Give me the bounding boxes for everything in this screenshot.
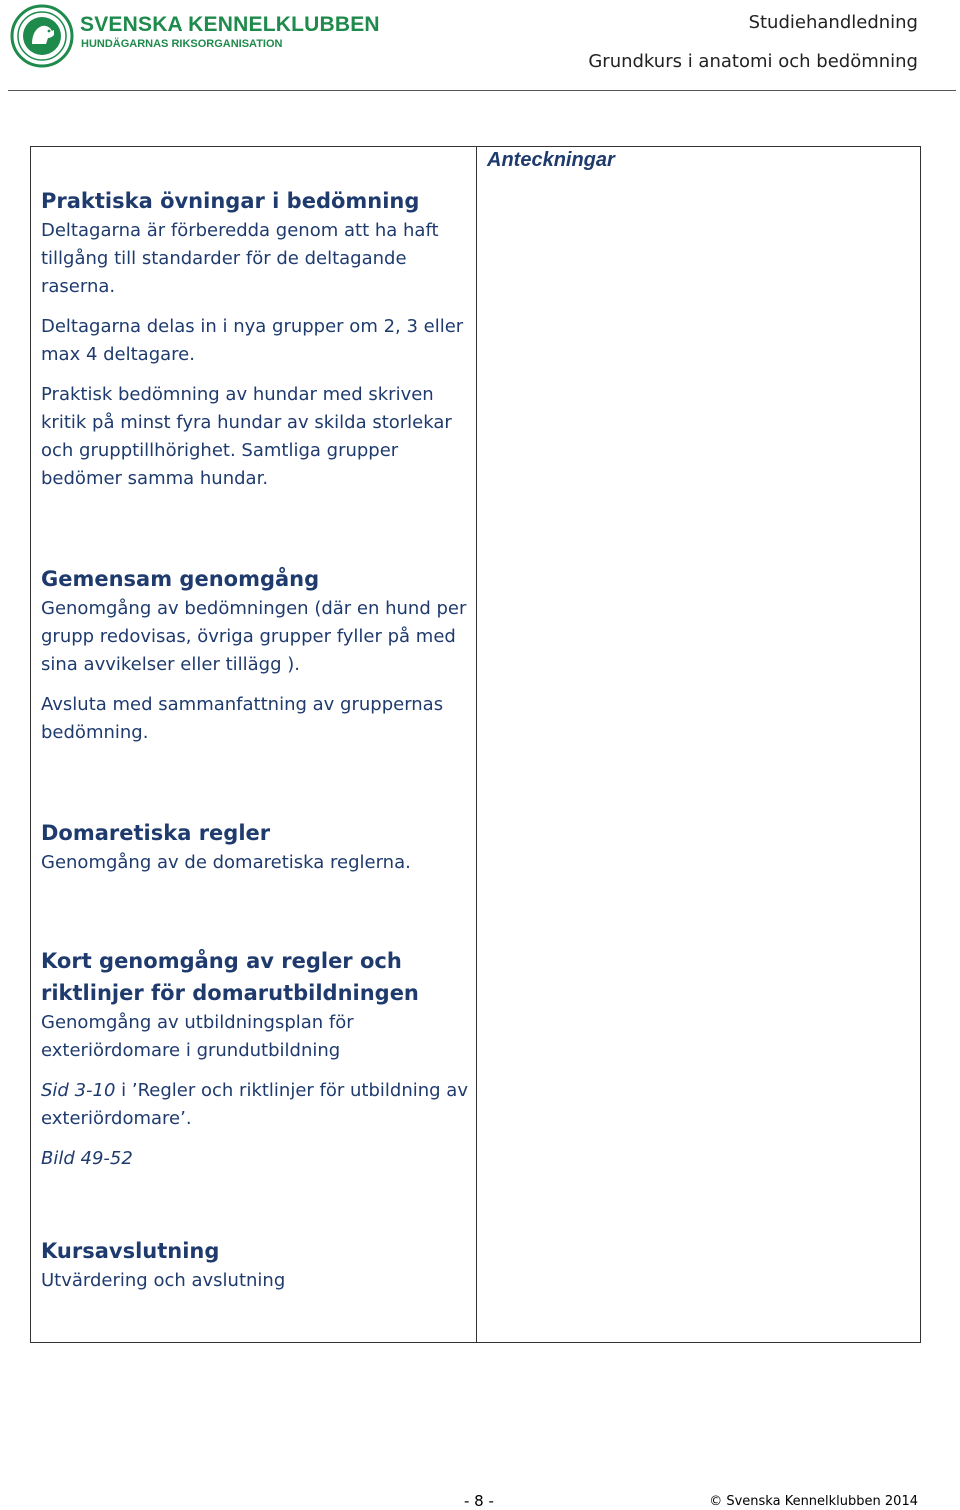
kennel-club-logo-icon [10,4,74,68]
section-course-closing [41,1235,469,1295]
section-paragraph: Praktisk bedömning av hundar med skriven kritik på minst fyra hundar av skilda storlekar och grupptillhörighet. Samtliga grupper bedömer samma hundar. [41,384,452,489]
reference-text: i ’Regler och riktlinjer för utbildning av exteriördomare’. [41,1080,468,1129]
section-paragraph: Deltagarna delas in i nya grupper om 2, 3 eller max 4 deltagare. [41,316,464,365]
section-practical-exercises [41,185,469,493]
header-divider [8,90,956,91]
section-heading: Praktiska övningar i bedömning [41,189,420,213]
document-title: Studiehandledning [748,12,918,33]
notes-heading: Anteckningar [487,149,615,171]
org-name: SVENSKA KENNELKLUBBEN [80,13,380,36]
column-divider [476,147,477,1342]
page-header [0,0,960,95]
notes-column [487,149,907,172]
section-heading: Gemensam genomgång [41,567,320,591]
section-paragraph: Genomgång av utbildningsplan för exteriördomare i grundutbildning [41,1012,354,1061]
document-subtitle: Grundkurs i anatomi och bedömning [588,51,918,72]
section-paragraph: Genomgång av bedömningen (där en hund per grupp redovisas, övriga grupper fyller på med sina avvikelser eller tillägg ). [41,598,467,675]
image-reference: Bild 49-52 [41,1148,133,1169]
section-heading: Domaretiska regler [41,821,271,845]
section-paragraph: Deltagarna är förberedda genom att ha haft tillgång till standarder för de deltagande raserna. [41,220,439,297]
course-content-column [41,185,469,1295]
page-reference: Sid 3-10 [41,1080,116,1101]
section-rules-guidelines [41,945,469,1173]
section-paragraph: Utvärdering och avslutning [41,1270,286,1291]
org-tagline: HUNDÄGARNAS RIKSORGANISATION [81,38,283,50]
section-judge-ethics [41,817,469,877]
section-heading: Kursavslutning [41,1239,220,1263]
section-paragraph: Avsluta med sammanfattning av gruppernas bedömning. [41,694,444,743]
section-reference [41,1077,469,1133]
section-joint-review [41,563,469,747]
copyright-notice: © Svenska Kennelklubben 2014 [709,1494,918,1509]
section-heading: Kort genomgång av regler och riktlinjer för domarutbildningen [41,949,419,1005]
section-paragraph: Genomgång av de domaretiska reglerna. [41,852,411,873]
page-number: - 8 - [464,1492,494,1510]
content-table [30,146,921,1343]
